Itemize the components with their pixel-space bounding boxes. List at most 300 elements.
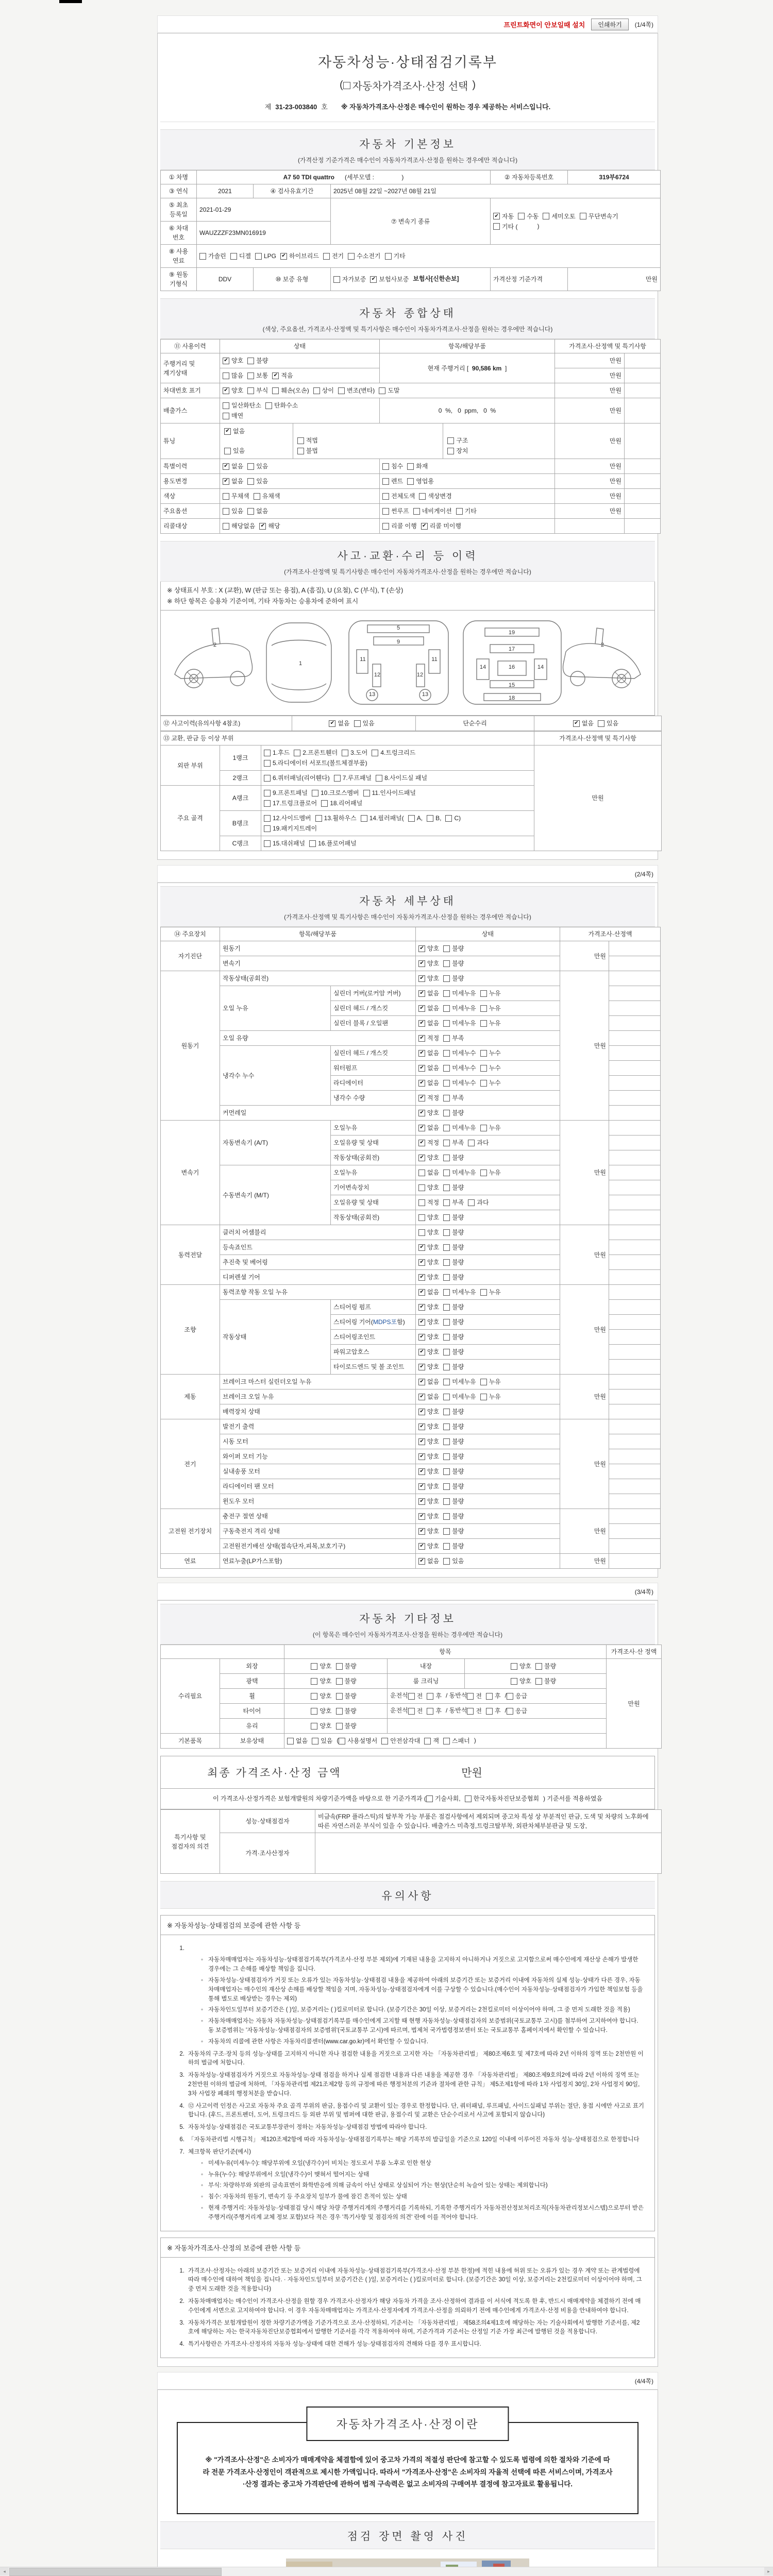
- checkbox-option[interactable]: [408, 1706, 423, 1716]
- scrollbar-thumb[interactable]: [9, 2568, 222, 2576]
- checkbox-option[interactable]: [418, 1556, 439, 1566]
- checkbox-option[interactable]: [418, 1541, 439, 1551]
- unchecked-checkbox-icon[interactable]: [336, 1678, 343, 1685]
- unchecked-checkbox-icon[interactable]: [413, 508, 420, 515]
- checkbox-option[interactable]: [329, 719, 349, 728]
- checkbox-option[interactable]: [223, 371, 243, 380]
- unchecked-checkbox-icon[interactable]: [443, 1453, 450, 1460]
- checked-checkbox-icon[interactable]: ✔: [418, 1020, 425, 1027]
- checkbox-option[interactable]: [443, 1541, 464, 1551]
- checkbox-option[interactable]: [443, 1437, 464, 1446]
- unchecked-checkbox-icon[interactable]: [385, 253, 392, 260]
- checked-checkbox-icon[interactable]: ✔: [418, 1364, 425, 1370]
- checkbox-option[interactable]: [443, 1168, 476, 1177]
- unchecked-checkbox-icon[interactable]: [480, 1379, 487, 1385]
- checkbox-option[interactable]: [254, 492, 280, 501]
- checkbox-option[interactable]: [507, 1691, 527, 1701]
- checkbox-option[interactable]: [418, 1033, 439, 1043]
- unchecked-checkbox-icon[interactable]: [443, 990, 450, 997]
- checked-checkbox-icon[interactable]: ✔: [418, 1409, 425, 1415]
- unchecked-checkbox-icon[interactable]: [338, 387, 345, 394]
- unchecked-checkbox-icon[interactable]: [465, 1795, 472, 1802]
- unchecked-checkbox-icon[interactable]: [480, 1080, 487, 1087]
- unchecked-checkbox-icon[interactable]: [467, 1708, 474, 1715]
- checkbox-option[interactable]: [223, 506, 243, 516]
- checkbox-option[interactable]: [507, 1706, 527, 1716]
- checkbox-option[interactable]: [418, 1093, 439, 1103]
- checkbox-option[interactable]: [336, 1662, 357, 1671]
- checked-checkbox-icon[interactable]: ✔: [493, 213, 500, 219]
- checkbox-option[interactable]: [418, 1482, 439, 1491]
- unchecked-checkbox-icon[interactable]: [427, 1693, 433, 1700]
- unchecked-checkbox-icon[interactable]: [467, 1693, 474, 1700]
- checked-checkbox-icon[interactable]: ✔: [418, 1498, 425, 1505]
- checkbox-option[interactable]: [580, 212, 618, 221]
- checkbox-option[interactable]: [443, 1273, 464, 1282]
- checkbox-option[interactable]: [264, 814, 311, 823]
- checkbox-option[interactable]: [381, 1736, 420, 1745]
- checkbox-option[interactable]: [535, 1676, 556, 1686]
- unchecked-checkbox-icon[interactable]: [265, 402, 272, 409]
- checkbox-option[interactable]: [418, 974, 439, 983]
- unchecked-checkbox-icon[interactable]: [255, 253, 262, 260]
- checkbox-option[interactable]: [323, 251, 344, 261]
- checkbox-option[interactable]: [336, 1706, 357, 1716]
- unchecked-checkbox-icon[interactable]: [247, 463, 254, 470]
- checkbox-option[interactable]: [443, 944, 464, 953]
- unchecked-checkbox-icon[interactable]: [254, 493, 260, 500]
- unchecked-checkbox-icon[interactable]: [309, 840, 316, 847]
- checkbox-option[interactable]: [343, 78, 468, 93]
- unchecked-checkbox-icon[interactable]: [418, 1184, 425, 1191]
- checked-checkbox-icon[interactable]: ✔: [418, 1289, 425, 1296]
- unchecked-checkbox-icon[interactable]: [443, 1334, 450, 1341]
- checkbox-option[interactable]: [443, 1407, 464, 1416]
- unchecked-checkbox-icon[interactable]: [443, 1214, 450, 1221]
- checkbox-option[interactable]: [418, 1078, 439, 1088]
- unchecked-checkbox-icon[interactable]: [443, 1423, 450, 1430]
- checked-checkbox-icon[interactable]: ✔: [418, 1244, 425, 1251]
- checkbox-option[interactable]: [313, 386, 334, 395]
- horizontal-scrollbar[interactable]: [0, 2567, 773, 2576]
- unchecked-checkbox-icon[interactable]: [443, 975, 450, 982]
- unchecked-checkbox-icon[interactable]: [418, 1199, 425, 1206]
- checkbox-option[interactable]: [321, 799, 362, 808]
- unchecked-checkbox-icon[interactable]: [264, 800, 271, 807]
- unchecked-checkbox-icon[interactable]: [382, 493, 389, 500]
- checkbox-option[interactable]: [486, 1706, 501, 1716]
- checkbox-option[interactable]: [311, 1721, 331, 1731]
- checkbox-option[interactable]: [443, 1467, 464, 1476]
- unchecked-checkbox-icon[interactable]: [361, 815, 367, 822]
- checked-checkbox-icon[interactable]: ✔: [223, 463, 229, 470]
- install-notice[interactable]: 프린트화면이 안보일때 설치: [503, 21, 585, 29]
- unchecked-checkbox-icon[interactable]: [312, 1738, 318, 1744]
- unchecked-checkbox-icon[interactable]: [480, 1005, 487, 1012]
- unchecked-checkbox-icon[interactable]: [443, 1289, 450, 1296]
- unchecked-checkbox-icon[interactable]: [443, 1020, 450, 1027]
- unchecked-checkbox-icon[interactable]: [348, 253, 355, 260]
- unchecked-checkbox-icon[interactable]: [543, 213, 549, 219]
- checked-checkbox-icon[interactable]: ✔: [418, 1274, 425, 1281]
- unchecked-checkbox-icon[interactable]: [321, 800, 328, 807]
- checkbox-option[interactable]: [427, 1691, 442, 1701]
- checkbox-option[interactable]: [543, 212, 575, 221]
- unchecked-checkbox-icon[interactable]: [507, 1693, 513, 1700]
- checkbox-option[interactable]: [443, 1183, 464, 1192]
- checkbox-option[interactable]: [443, 1556, 464, 1566]
- checkbox-option[interactable]: [418, 1317, 439, 1327]
- unchecked-checkbox-icon[interactable]: [382, 523, 389, 530]
- checkbox-option[interactable]: [427, 814, 441, 823]
- checkbox-option[interactable]: [480, 1048, 501, 1058]
- unchecked-checkbox-icon[interactable]: [443, 1513, 450, 1520]
- unchecked-checkbox-icon[interactable]: [443, 1738, 450, 1744]
- checkbox-option[interactable]: [443, 1302, 464, 1312]
- checkbox-option[interactable]: [418, 1512, 439, 1521]
- unchecked-checkbox-icon[interactable]: [339, 1738, 345, 1744]
- checkbox-option[interactable]: [511, 1662, 531, 1671]
- checkbox-option[interactable]: [480, 1168, 501, 1177]
- checkbox-option[interactable]: [309, 839, 357, 848]
- checkbox-option[interactable]: [418, 1407, 439, 1416]
- unchecked-checkbox-icon[interactable]: [343, 82, 350, 89]
- checkbox-option[interactable]: [418, 1153, 439, 1162]
- unchecked-checkbox-icon[interactable]: [535, 1678, 542, 1685]
- checkbox-option[interactable]: [247, 462, 268, 471]
- unchecked-checkbox-icon[interactable]: [443, 945, 450, 952]
- unchecked-checkbox-icon[interactable]: [518, 213, 525, 219]
- unchecked-checkbox-icon[interactable]: [247, 387, 254, 394]
- checked-checkbox-icon[interactable]: ✔: [418, 1005, 425, 1012]
- unchecked-checkbox-icon[interactable]: [493, 223, 500, 230]
- checked-checkbox-icon[interactable]: ✔: [418, 1140, 425, 1146]
- checkbox-option[interactable]: [382, 492, 415, 501]
- unchecked-checkbox-icon[interactable]: [419, 493, 426, 500]
- checkbox-option[interactable]: [418, 1198, 439, 1207]
- checkbox-option[interactable]: [379, 386, 399, 395]
- unchecked-checkbox-icon[interactable]: [311, 1678, 317, 1685]
- checkbox-option[interactable]: [264, 748, 290, 757]
- unchecked-checkbox-icon[interactable]: [443, 1140, 450, 1146]
- checked-checkbox-icon[interactable]: ✔: [418, 975, 425, 982]
- checkbox-option[interactable]: [468, 1138, 489, 1147]
- unchecked-checkbox-icon[interactable]: [381, 1738, 388, 1744]
- checked-checkbox-icon[interactable]: ✔: [370, 276, 377, 283]
- checkbox-option[interactable]: [418, 1048, 439, 1058]
- checkbox-option[interactable]: [480, 1377, 501, 1386]
- unchecked-checkbox-icon[interactable]: [447, 437, 454, 444]
- checkbox-option[interactable]: [223, 492, 249, 501]
- unchecked-checkbox-icon[interactable]: [264, 825, 271, 832]
- unchecked-checkbox-icon[interactable]: [264, 840, 271, 847]
- unchecked-checkbox-icon[interactable]: [311, 1723, 317, 1730]
- checked-checkbox-icon[interactable]: ✔: [418, 990, 425, 997]
- unchecked-checkbox-icon[interactable]: [294, 750, 300, 756]
- checked-checkbox-icon[interactable]: ✔: [418, 1379, 425, 1385]
- checkbox-option[interactable]: [311, 1691, 331, 1701]
- checkbox-option[interactable]: [511, 1676, 531, 1686]
- unchecked-checkbox-icon[interactable]: [363, 790, 370, 796]
- checkbox-option[interactable]: [443, 1213, 464, 1222]
- unchecked-checkbox-icon[interactable]: [427, 815, 433, 822]
- checkbox-option[interactable]: [354, 719, 375, 728]
- checkbox-option[interactable]: [480, 1063, 501, 1073]
- checkbox-option[interactable]: [480, 1123, 501, 1132]
- unchecked-checkbox-icon[interactable]: [264, 760, 271, 767]
- checkbox-option[interactable]: [418, 1123, 439, 1132]
- checkbox-option[interactable]: [443, 1108, 464, 1117]
- checked-checkbox-icon[interactable]: ✔: [418, 1394, 425, 1400]
- unchecked-checkbox-icon[interactable]: [443, 1005, 450, 1012]
- unchecked-checkbox-icon[interactable]: [408, 1693, 415, 1700]
- checkbox-option[interactable]: [418, 1422, 439, 1431]
- checkbox-option[interactable]: [467, 1691, 482, 1701]
- checkbox-option[interactable]: [480, 1392, 501, 1401]
- checkbox-option[interactable]: [223, 462, 243, 471]
- unchecked-checkbox-icon[interactable]: [443, 960, 450, 967]
- checked-checkbox-icon[interactable]: ✔: [418, 1483, 425, 1490]
- checkbox-option[interactable]: [334, 773, 372, 783]
- unchecked-checkbox-icon[interactable]: [311, 1663, 317, 1670]
- unchecked-checkbox-icon[interactable]: [443, 1498, 450, 1505]
- unchecked-checkbox-icon[interactable]: [480, 1170, 487, 1176]
- unchecked-checkbox-icon[interactable]: [313, 387, 320, 394]
- unchecked-checkbox-icon[interactable]: [445, 815, 452, 822]
- checked-checkbox-icon[interactable]: ✔: [224, 428, 231, 435]
- checked-checkbox-icon[interactable]: ✔: [280, 253, 287, 260]
- unchecked-checkbox-icon[interactable]: [443, 1080, 450, 1087]
- unchecked-checkbox-icon[interactable]: [408, 815, 415, 822]
- unchecked-checkbox-icon[interactable]: [443, 1155, 450, 1161]
- unchecked-checkbox-icon[interactable]: [443, 1483, 450, 1490]
- checkbox-option[interactable]: [480, 1078, 501, 1088]
- checked-checkbox-icon[interactable]: ✔: [421, 523, 428, 530]
- unchecked-checkbox-icon[interactable]: [223, 523, 229, 530]
- unchecked-checkbox-icon[interactable]: [336, 1663, 343, 1670]
- unchecked-checkbox-icon[interactable]: [443, 1528, 450, 1535]
- checkbox-option[interactable]: [385, 251, 406, 261]
- checked-checkbox-icon[interactable]: ✔: [418, 1528, 425, 1535]
- checkbox-option[interactable]: [467, 1706, 482, 1716]
- checkbox-option[interactable]: [443, 1287, 476, 1297]
- checked-checkbox-icon[interactable]: ✔: [418, 1125, 425, 1131]
- checkbox-option[interactable]: [407, 462, 428, 471]
- checkbox-option[interactable]: [297, 436, 435, 445]
- checkbox-option[interactable]: [427, 1706, 442, 1716]
- unchecked-checkbox-icon[interactable]: [443, 1558, 450, 1565]
- checkbox-option[interactable]: [265, 401, 298, 410]
- unchecked-checkbox-icon[interactable]: [535, 1663, 542, 1670]
- checkbox-option[interactable]: [223, 401, 261, 410]
- checkbox-option[interactable]: [468, 1198, 489, 1207]
- unchecked-checkbox-icon[interactable]: [511, 1678, 517, 1685]
- unchecked-checkbox-icon[interactable]: [223, 402, 229, 409]
- checkbox-option[interactable]: [443, 1452, 464, 1461]
- checkbox-option[interactable]: [272, 371, 293, 380]
- checked-checkbox-icon[interactable]: ✔: [418, 1349, 425, 1355]
- unchecked-checkbox-icon[interactable]: [342, 750, 348, 756]
- unchecked-checkbox-icon[interactable]: [408, 1708, 415, 1715]
- checkbox-option[interactable]: [456, 506, 477, 516]
- checkbox-option[interactable]: [336, 1721, 357, 1731]
- checkbox-option[interactable]: [418, 959, 439, 968]
- checkbox-option[interactable]: [361, 814, 404, 823]
- checkbox-option[interactable]: [443, 1317, 464, 1327]
- checkbox-option[interactable]: [443, 1153, 464, 1162]
- checked-checkbox-icon[interactable]: ✔: [223, 358, 229, 364]
- checkbox-option[interactable]: [418, 1273, 439, 1282]
- checkbox-option[interactable]: [294, 748, 338, 757]
- checkbox-option[interactable]: [339, 1736, 377, 1745]
- unchecked-checkbox-icon[interactable]: [287, 1738, 294, 1744]
- checked-checkbox-icon[interactable]: ✔: [418, 1468, 425, 1475]
- checkbox-option[interactable]: [287, 1736, 308, 1745]
- checkbox-option[interactable]: [443, 1392, 476, 1401]
- checkbox-option[interactable]: [264, 773, 330, 783]
- checkbox-option[interactable]: [418, 1138, 439, 1147]
- checked-checkbox-icon[interactable]: ✔: [272, 372, 279, 379]
- unchecked-checkbox-icon[interactable]: [443, 1199, 450, 1206]
- checkbox-option[interactable]: [247, 386, 268, 395]
- checkbox-option[interactable]: [418, 1452, 439, 1461]
- unchecked-checkbox-icon[interactable]: [382, 478, 389, 485]
- checked-checkbox-icon[interactable]: ✔: [573, 720, 580, 727]
- unchecked-checkbox-icon[interactable]: [315, 815, 322, 822]
- checkbox-option[interactable]: [480, 1287, 501, 1297]
- unchecked-checkbox-icon[interactable]: [443, 1184, 450, 1191]
- checkbox-option[interactable]: [376, 773, 427, 783]
- checked-checkbox-icon[interactable]: ✔: [418, 1035, 425, 1042]
- checkbox-option[interactable]: [418, 1347, 439, 1357]
- unchecked-checkbox-icon[interactable]: [443, 1170, 450, 1176]
- checkbox-option[interactable]: [443, 1078, 476, 1088]
- checkbox-option[interactable]: [443, 1258, 464, 1267]
- checked-checkbox-icon[interactable]: ✔: [259, 523, 266, 530]
- unchecked-checkbox-icon[interactable]: [480, 1050, 487, 1057]
- unchecked-checkbox-icon[interactable]: [443, 1394, 450, 1400]
- checkbox-option[interactable]: [312, 1736, 332, 1745]
- unchecked-checkbox-icon[interactable]: [426, 1795, 433, 1802]
- checkbox-option[interactable]: [370, 275, 409, 284]
- checked-checkbox-icon[interactable]: ✔: [418, 1453, 425, 1460]
- checkbox-option[interactable]: [443, 1004, 476, 1013]
- checkbox-option[interactable]: [443, 989, 476, 998]
- unchecked-checkbox-icon[interactable]: [443, 1095, 450, 1101]
- checkbox-option[interactable]: [223, 411, 243, 420]
- checkbox-option[interactable]: [443, 1033, 464, 1043]
- unchecked-checkbox-icon[interactable]: [297, 448, 304, 454]
- checkbox-option[interactable]: [418, 1228, 439, 1237]
- unchecked-checkbox-icon[interactable]: [443, 1364, 450, 1370]
- checkbox-option[interactable]: [418, 1213, 439, 1222]
- checkbox-option[interactable]: [445, 814, 461, 823]
- unchecked-checkbox-icon[interactable]: [480, 1020, 487, 1027]
- unchecked-checkbox-icon[interactable]: [407, 463, 414, 470]
- checkbox-option[interactable]: [418, 1362, 439, 1371]
- unchecked-checkbox-icon[interactable]: [443, 1379, 450, 1385]
- checkbox-option[interactable]: [272, 386, 309, 395]
- unchecked-checkbox-icon[interactable]: [468, 1140, 475, 1146]
- unchecked-checkbox-icon[interactable]: [443, 1409, 450, 1415]
- checkbox-option[interactable]: [418, 1019, 439, 1028]
- checkbox-option[interactable]: [223, 521, 255, 531]
- checkbox-option[interactable]: [247, 356, 268, 365]
- unchecked-checkbox-icon[interactable]: [376, 775, 382, 782]
- unchecked-checkbox-icon[interactable]: [443, 1035, 450, 1042]
- unchecked-checkbox-icon[interactable]: [443, 1319, 450, 1326]
- checkbox-option[interactable]: [311, 1706, 331, 1716]
- unchecked-checkbox-icon[interactable]: [264, 815, 271, 822]
- print-button[interactable]: 인쇄하기: [591, 19, 628, 30]
- checked-checkbox-icon[interactable]: ✔: [418, 945, 425, 952]
- unchecked-checkbox-icon[interactable]: [443, 1543, 450, 1550]
- checkbox-option[interactable]: [447, 436, 546, 445]
- unchecked-checkbox-icon[interactable]: [199, 253, 206, 260]
- unchecked-checkbox-icon[interactable]: [443, 1438, 450, 1445]
- checkbox-option[interactable]: [230, 251, 251, 261]
- unchecked-checkbox-icon[interactable]: [424, 1738, 431, 1744]
- checkbox-option[interactable]: [223, 356, 243, 365]
- unchecked-checkbox-icon[interactable]: [418, 1214, 425, 1221]
- checked-checkbox-icon[interactable]: ✔: [418, 1080, 425, 1087]
- unchecked-checkbox-icon[interactable]: [297, 437, 304, 444]
- unchecked-checkbox-icon[interactable]: [311, 1708, 317, 1715]
- checkbox-option[interactable]: [311, 1676, 331, 1686]
- scroll-right-arrow[interactable]: ▸: [764, 2567, 773, 2575]
- checkbox-option[interactable]: [382, 506, 409, 516]
- unchecked-checkbox-icon[interactable]: [486, 1708, 493, 1715]
- unchecked-checkbox-icon[interactable]: [418, 1229, 425, 1236]
- checkbox-option[interactable]: [443, 1019, 476, 1028]
- checkbox-option[interactable]: [424, 1736, 439, 1745]
- unchecked-checkbox-icon[interactable]: [468, 1199, 475, 1206]
- checkbox-option[interactable]: [333, 275, 366, 284]
- checked-checkbox-icon[interactable]: ✔: [329, 720, 335, 727]
- checkbox-option[interactable]: [418, 1437, 439, 1446]
- checkbox-option[interactable]: [264, 824, 317, 833]
- checkbox-option[interactable]: [480, 989, 501, 998]
- checkbox-option[interactable]: [421, 521, 461, 531]
- checkbox-option[interactable]: [408, 1691, 423, 1701]
- checked-checkbox-icon[interactable]: ✔: [418, 1513, 425, 1520]
- checkbox-option[interactable]: [418, 1467, 439, 1476]
- unchecked-checkbox-icon[interactable]: [333, 276, 340, 283]
- checkbox-option[interactable]: [443, 1512, 464, 1521]
- checked-checkbox-icon[interactable]: ✔: [418, 1558, 425, 1565]
- checkbox-option[interactable]: [443, 1048, 476, 1058]
- unchecked-checkbox-icon[interactable]: [443, 1110, 450, 1116]
- checkbox-option[interactable]: [486, 1691, 501, 1701]
- checkbox-option[interactable]: [443, 1482, 464, 1491]
- checkbox-option[interactable]: [418, 1392, 439, 1401]
- checkbox-option[interactable]: [408, 814, 423, 823]
- unchecked-checkbox-icon[interactable]: [312, 790, 318, 796]
- unchecked-checkbox-icon[interactable]: [443, 1050, 450, 1057]
- unchecked-checkbox-icon[interactable]: [323, 253, 330, 260]
- checkbox-option[interactable]: [443, 1063, 476, 1073]
- unchecked-checkbox-icon[interactable]: [480, 1289, 487, 1296]
- checked-checkbox-icon[interactable]: ✔: [418, 1319, 425, 1326]
- unchecked-checkbox-icon[interactable]: [507, 1708, 513, 1715]
- unchecked-checkbox-icon[interactable]: [223, 508, 229, 515]
- unchecked-checkbox-icon[interactable]: [224, 448, 231, 454]
- unchecked-checkbox-icon[interactable]: [382, 508, 389, 515]
- checkbox-option[interactable]: [224, 427, 284, 436]
- checkbox-option[interactable]: [598, 719, 618, 728]
- checkbox-option[interactable]: [223, 477, 243, 486]
- unchecked-checkbox-icon[interactable]: [382, 463, 389, 470]
